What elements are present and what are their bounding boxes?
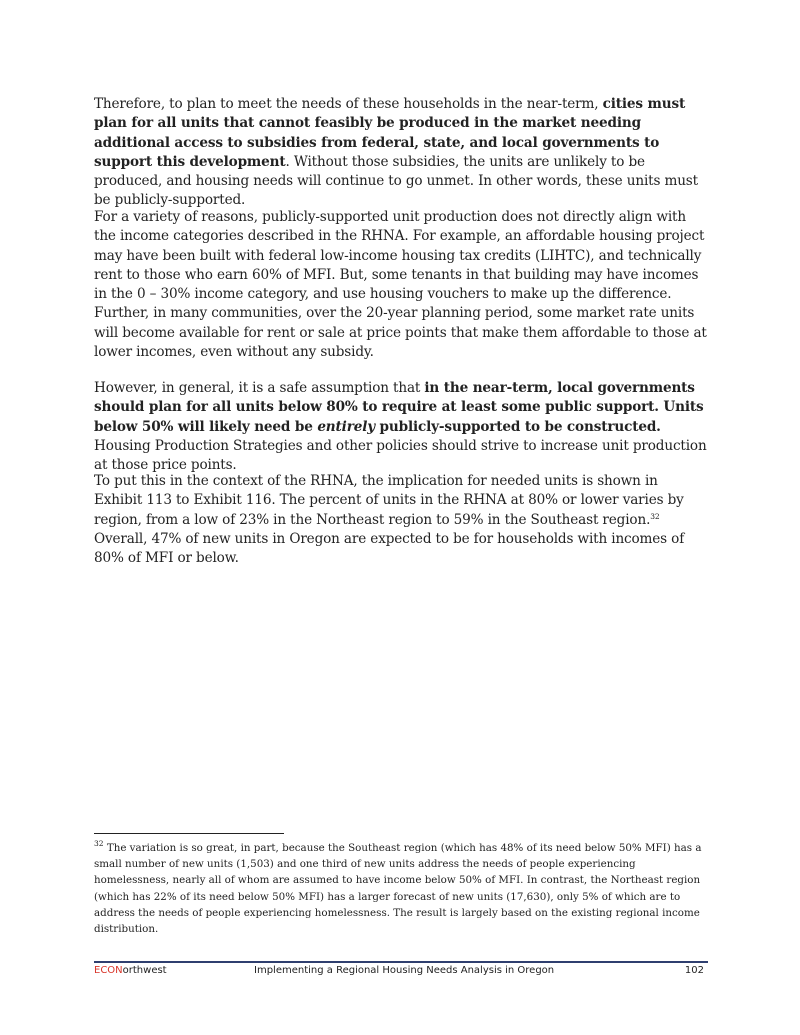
footnote-separator bbox=[94, 833, 284, 834]
brand-prefix: ECON bbox=[94, 965, 123, 976]
footer-title: Implementing a Regional Housing Needs Analysis in Oregon bbox=[254, 965, 555, 976]
footnote-number: 32 bbox=[94, 839, 104, 848]
p3-bold-part-1: in the near-term, local governments should plan for all units below 80% to require at least some public support. Units below 50% will likely need be bbox=[94, 380, 704, 435]
footnote bbox=[94, 840, 708, 937]
paragraph-4 bbox=[94, 472, 708, 568]
paragraph-2: For a variety of reasons, publicly-supported unit production does not directly align with the income categories described in the RHNA. For example, an affordable housing project may have been built with federal low-income housing tax credits (LIHTC), and technically rent to those who earn 60% of MFI. But, some tenants in that building may have incomes in the 0 – 30% income category, and use housing vouchers to make up the difference. Further, in many communities, over the 20-year planning period, some market rate units will become available for rent or sale at price points that make them affordable to those at lower incomes, even without any subsidy. bbox=[94, 209, 707, 361]
p4-text-a: To put this in the context of the RHNA, the implication for needed units is shown in Exhibit 113 to Exhibit 116. The percent of units in the RHNA at 80% or lower varies by region, from a low of 23% in the Northeast region to 59% in the Southeast region. bbox=[94, 473, 684, 528]
p1-bold-text: cities must plan for all units that cannot feasibly be produced in the market needing additional access to subsidies from federal, state, and local governments to support this development bbox=[94, 96, 686, 170]
paragraph-1 bbox=[94, 95, 708, 211]
paragraph-3 bbox=[94, 379, 708, 475]
p3-text-c: Housing Production Strategies and other policies should strive to increase unit production at those price points. bbox=[94, 437, 707, 474]
p3-bold-part-2: publicly-supported to be constructed. bbox=[374, 418, 661, 435]
brand-suffix: orthwest bbox=[122, 965, 167, 976]
footnote-text: The variation is so great, in part, because the Southeast region (which has 48% of its need below 50% MFI) has a small number of new units (1,503) and one third of new units address the needs of people experiencing homelessness, nearly all of whom are assumed to have income below 50% of MFI. In contrast, the Northeast region (which has 22% of its need below 50% MFI) has a larger forecast of new units (17,630), only 5% of which are to address the needs of people experiencing homelessness. The result is largely based on the existing regional income distribution. bbox=[94, 842, 702, 936]
brand-logo bbox=[94, 965, 167, 976]
page-number: 102 bbox=[684, 965, 704, 976]
page-footer bbox=[94, 965, 708, 981]
footnote-reference[interactable]: 32 bbox=[650, 511, 660, 521]
p4-text-b: Overall, 47% of new units in Oregon are expected to be for households with incomes of 80% of MFI or below. bbox=[94, 530, 685, 567]
footer-divider bbox=[94, 961, 708, 963]
p3-text-a: However, in general, it is a safe assumption that bbox=[94, 380, 425, 396]
p3-bold-italic-word: entirely bbox=[317, 418, 375, 435]
p1-text-c: . Without those subsidies, the units are unlikely to be produced, and housing needs will continue to go unmet. In other words, these units must be publicly-supported. bbox=[94, 153, 698, 209]
p1-text-a: Therefore, to plan to meet the needs of these households in the near-term, bbox=[94, 96, 603, 112]
